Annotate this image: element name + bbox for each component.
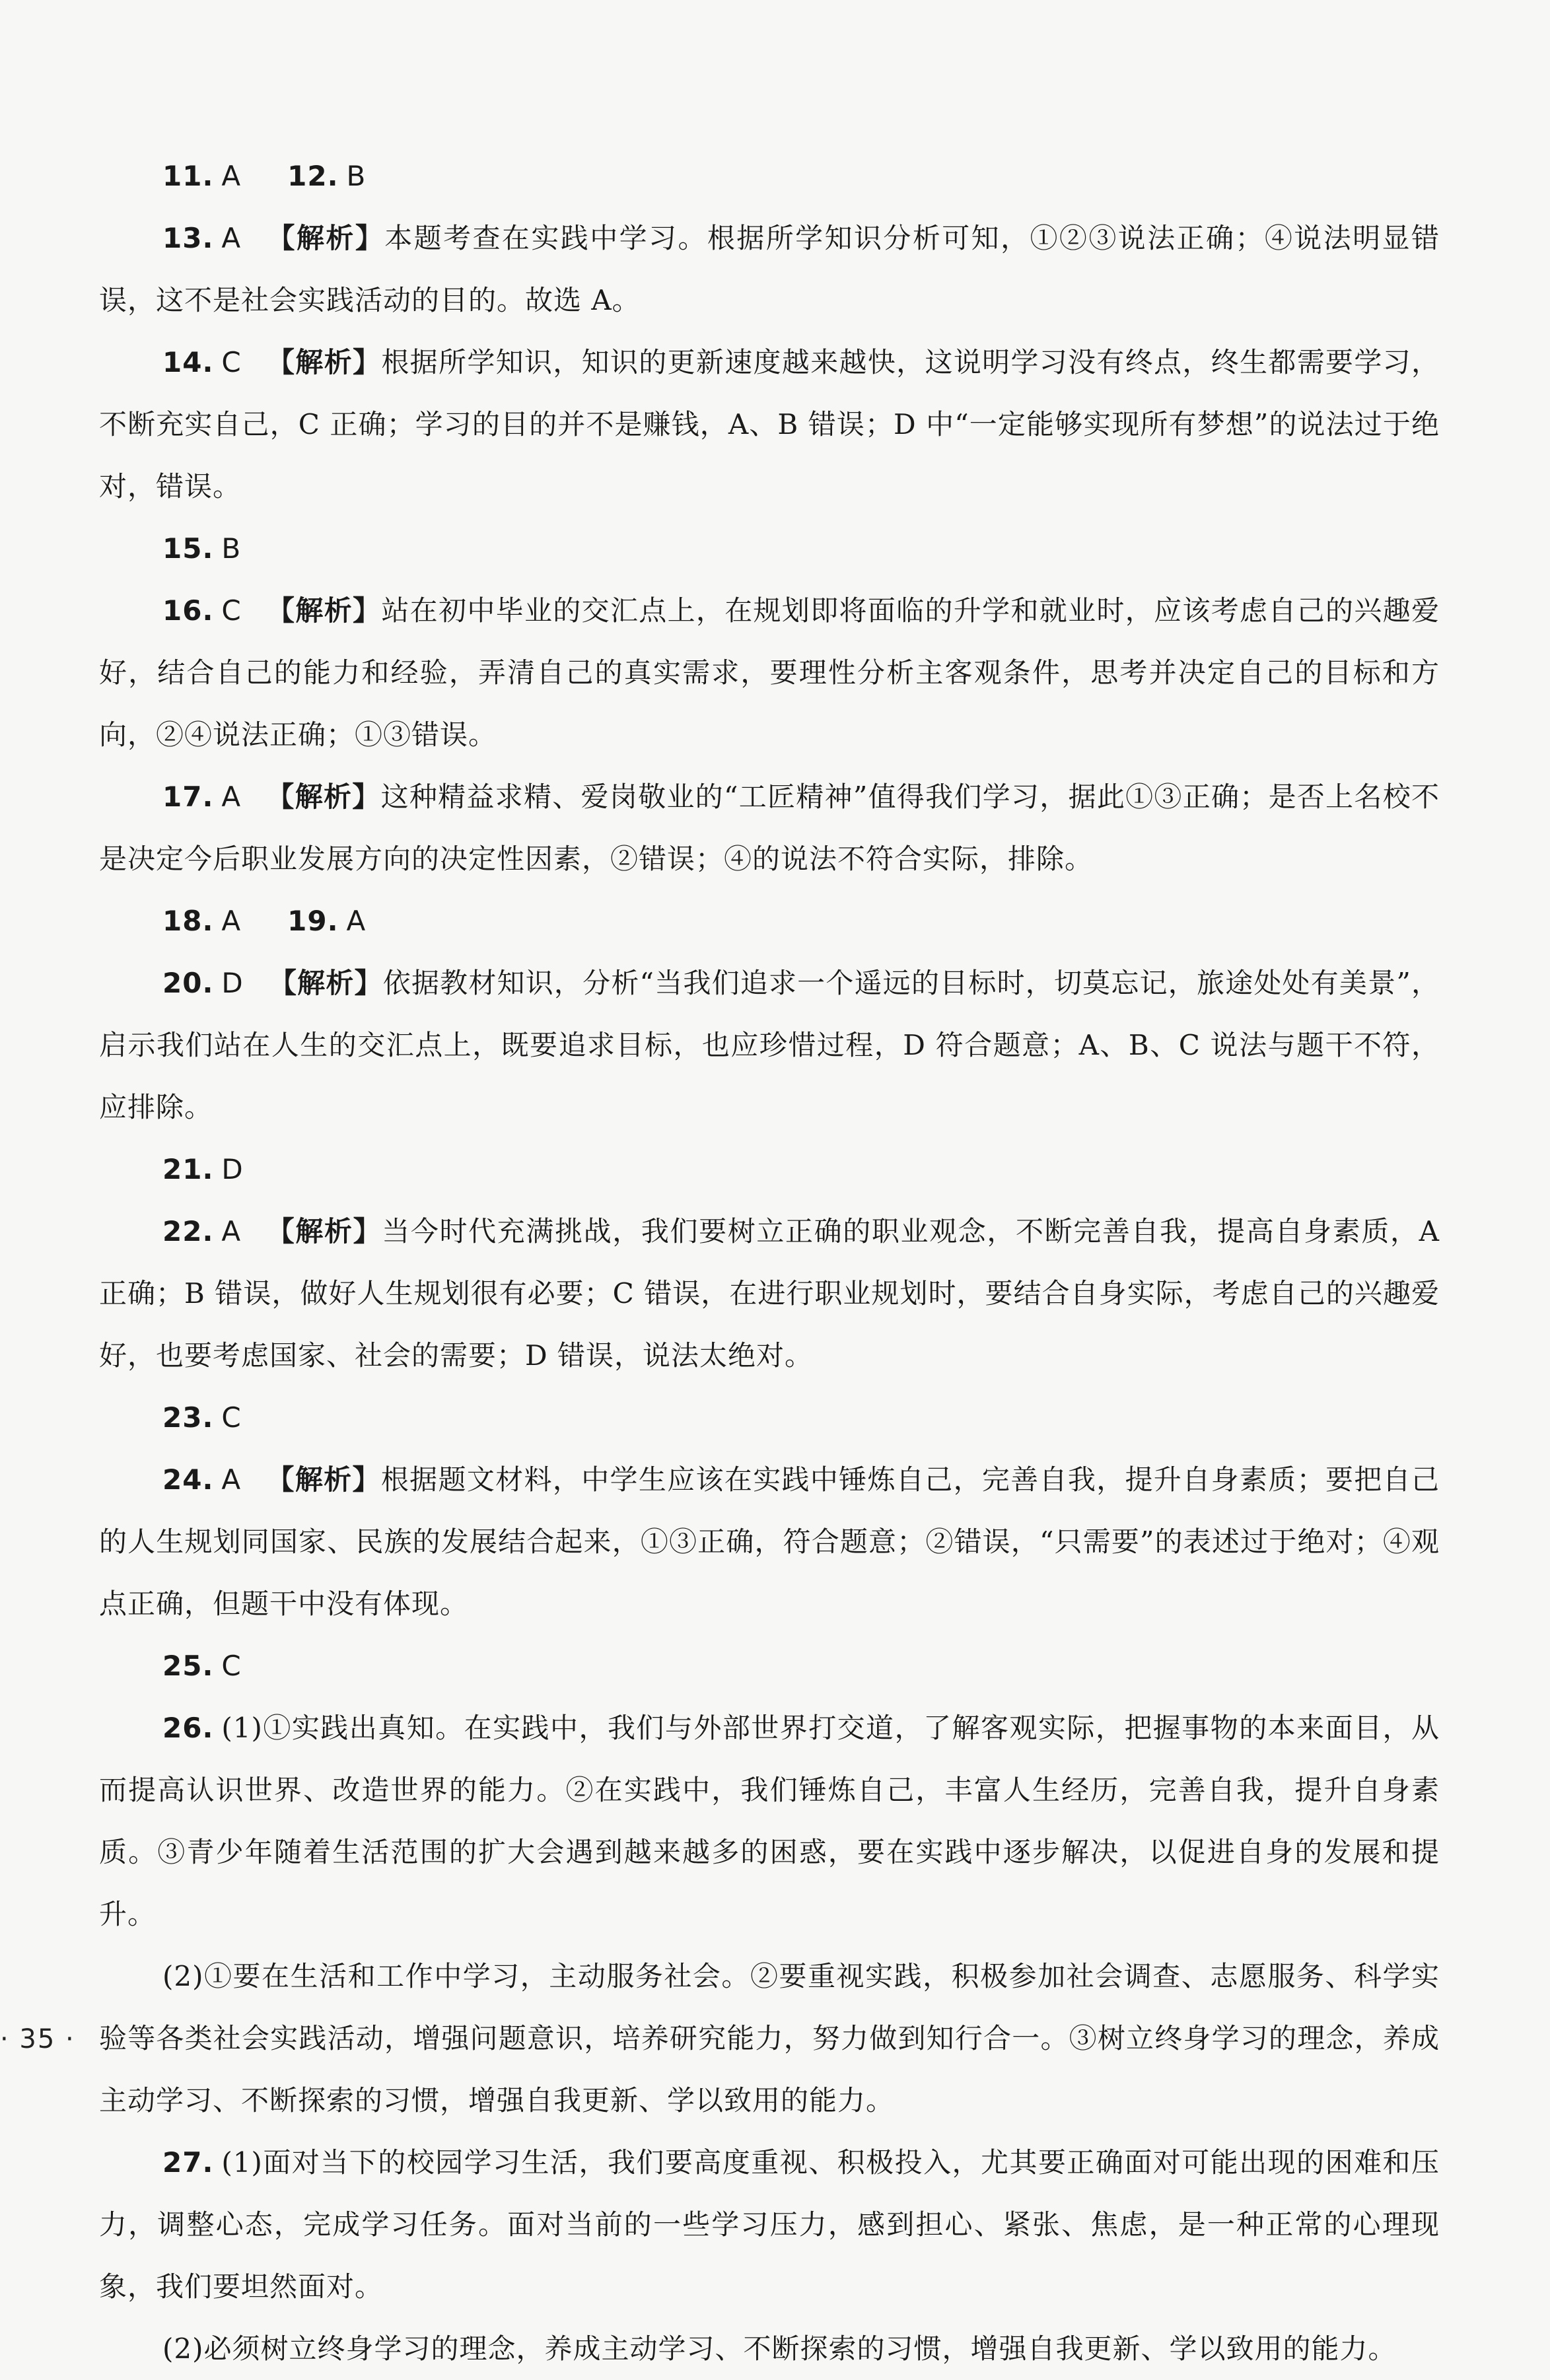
analysis-text: 本题考查在实践中学习。根据所学知识分析可知，①②③说法正确；④说法明显错误，这不是社会实践活动的目的。故选 A。: [99, 222, 1440, 316]
answer-choice: B: [346, 160, 367, 192]
question-number: 11.: [162, 160, 214, 192]
answer-text: (1)①实践出真知。在实践中，我们与外部世界打交道，了解客观实际，把握事物的本来面目，从而提高认识世界、改造世界的能力。②在实践中，我们锤炼自己，丰富人生经历，完善自我，提升自身素质。③青少年随着生活范围的扩大会遇到越来越多的困惑，要在实践中逐步解决，以促进自身的发展和提升。: [99, 1712, 1440, 1930]
answer-choice: A: [221, 160, 242, 192]
answer-choice: C: [221, 1401, 242, 1434]
answer-item-14: [99, 332, 1440, 518]
answer-choice: A: [221, 905, 242, 937]
answer-item-16: [99, 580, 1440, 766]
question-number: 21.: [162, 1153, 214, 1185]
question-number: 16.: [162, 594, 214, 627]
analysis-text: 站在初中毕业的交汇点上，在规划即将面临的升学和就业时，应该考虑自己的兴趣爱好，结合自己的能力和经验，弄清自己的真实需求，要理性分析主客观条件，思考并决定自己的目标和方向，②④说法正确；①③错误。: [99, 594, 1440, 751]
question-number: 18.: [162, 905, 214, 937]
analysis-text: 当今时代充满挑战，我们要树立正确的职业观念，不断完善自我，提高自身素质，A 正确；B 错误，做好人生规划很有必要；C 错误，在进行职业规划时，要结合自身实际，考虑自己的兴趣爱好，也要考虑国家、社会的需要；D 错误，说法太绝对。: [99, 1215, 1440, 1372]
answer-item-21: [99, 1138, 1440, 1201]
question-number: 15.: [162, 532, 214, 565]
analysis-label: 【解析】: [266, 1463, 381, 1496]
answer-item-15: [99, 518, 1440, 580]
analysis-text: 根据所学知识，知识的更新速度越来越快，这说明学习没有终点，终生都需要学习，不断充实自己，C 正确；学习的目的并不是赚钱，A、B 错误；D 中“一定能够实现所有梦想”的说法过于绝对，错误。: [99, 346, 1440, 503]
answer-item-20: [99, 952, 1440, 1138]
answer-choice: D: [221, 1153, 244, 1185]
question-number: 17.: [162, 781, 214, 813]
question-number: 14.: [162, 346, 214, 378]
analysis-label: 【解析】: [268, 967, 383, 999]
answer-item-22: [99, 1201, 1440, 1387]
answer-item-24: [99, 1449, 1440, 1635]
answer-choice: B: [221, 532, 242, 565]
answer-item-26-part1: [99, 1697, 1440, 1945]
answer-item-13: [99, 207, 1440, 332]
answer-item-27-part2: (2)必须树立终身学习的理念，养成主动学习、不断探索的习惯，增强自我更新、学以致用的能力。: [162, 2332, 1397, 2365]
analysis-label: 【解析】: [266, 222, 385, 254]
page-number: · 35 ·: [0, 2024, 75, 2054]
answer-content: [99, 145, 1440, 2380]
question-number: 20.: [162, 967, 214, 999]
answer-item-17: [99, 766, 1440, 890]
answer-text: (1)面对当下的校园学习生活，我们要高度重视、积极投入，尤其要正确面对可能出现的困难和压力，调整心态，完成学习任务。面对当前的一些学习压力，感到担心、紧张、焦虑，是一种正常的心理现象，我们要坦然面对。: [99, 2146, 1440, 2303]
analysis-label: 【解析】: [266, 594, 382, 627]
question-number: 12.: [287, 160, 339, 192]
question-number: 27.: [162, 2146, 214, 2179]
analysis-text: 这种精益求精、爱岗敬业的“工匠精神”值得我们学习，据此①③正确；是否上名校不是决定今后职业发展方向的决定性因素，②错误；④的说法不符合实际，排除。: [99, 781, 1440, 875]
answer-choice: D: [221, 967, 244, 999]
answer-choice: A: [221, 781, 242, 813]
question-number: 13.: [162, 222, 214, 254]
answer-choice: A: [221, 222, 242, 254]
answer-choice: C: [221, 1650, 242, 1682]
answer-choice: A: [221, 1215, 242, 1247]
answer-item-26-part2: (2)①要在生活和工作中学习，主动服务社会。②要重视实践，积极参加社会调查、志愿服务、科学实验等各类社会实践活动，增强问题意识，培养研究能力，努力做到知行合一。③树立终身学习的理念，养成主动学习、不断探索的习惯，增强自我更新、学以致用的能力。: [99, 1960, 1440, 2117]
answer-row-11-12: [99, 145, 1440, 207]
answer-choice: A: [221, 1463, 242, 1496]
analysis-text: 依据教材知识，分析“当我们追求一个遥远的目标时，切莫忘记，旅途处处有美景”，启示我们站在人生的交汇点上，既要追求目标，也应珍惜过程，D 符合题意；A、B、C 说法与题干不符，应排除。: [99, 967, 1440, 1123]
question-number: 19.: [287, 905, 339, 937]
analysis-text: 根据题文材料，中学生应该在实践中锤炼自己，完善自我，提升自身素质；要把自己的人生规划同国家、民族的发展结合起来，①③正确，符合题意；②错误，“只需要”的表述过于绝对；④观点正确，但题干中没有体现。: [99, 1463, 1440, 1620]
answer-item-27-part1: [99, 2132, 1440, 2318]
question-number: 25.: [162, 1650, 214, 1682]
answer-choice: C: [221, 346, 242, 378]
answer-choice: C: [221, 594, 242, 627]
answer-item-25: [99, 1635, 1440, 1697]
answer-row-18-19: [99, 890, 1440, 952]
analysis-label: 【解析】: [266, 1215, 382, 1247]
answer-choice: A: [346, 905, 367, 937]
question-number: 26.: [162, 1712, 214, 1744]
question-number: 23.: [162, 1401, 214, 1434]
analysis-label: 【解析】: [266, 781, 381, 813]
question-number: 22.: [162, 1215, 214, 1247]
question-number: 24.: [162, 1463, 214, 1496]
answer-item-23: [99, 1387, 1440, 1449]
analysis-label: 【解析】: [266, 346, 382, 378]
